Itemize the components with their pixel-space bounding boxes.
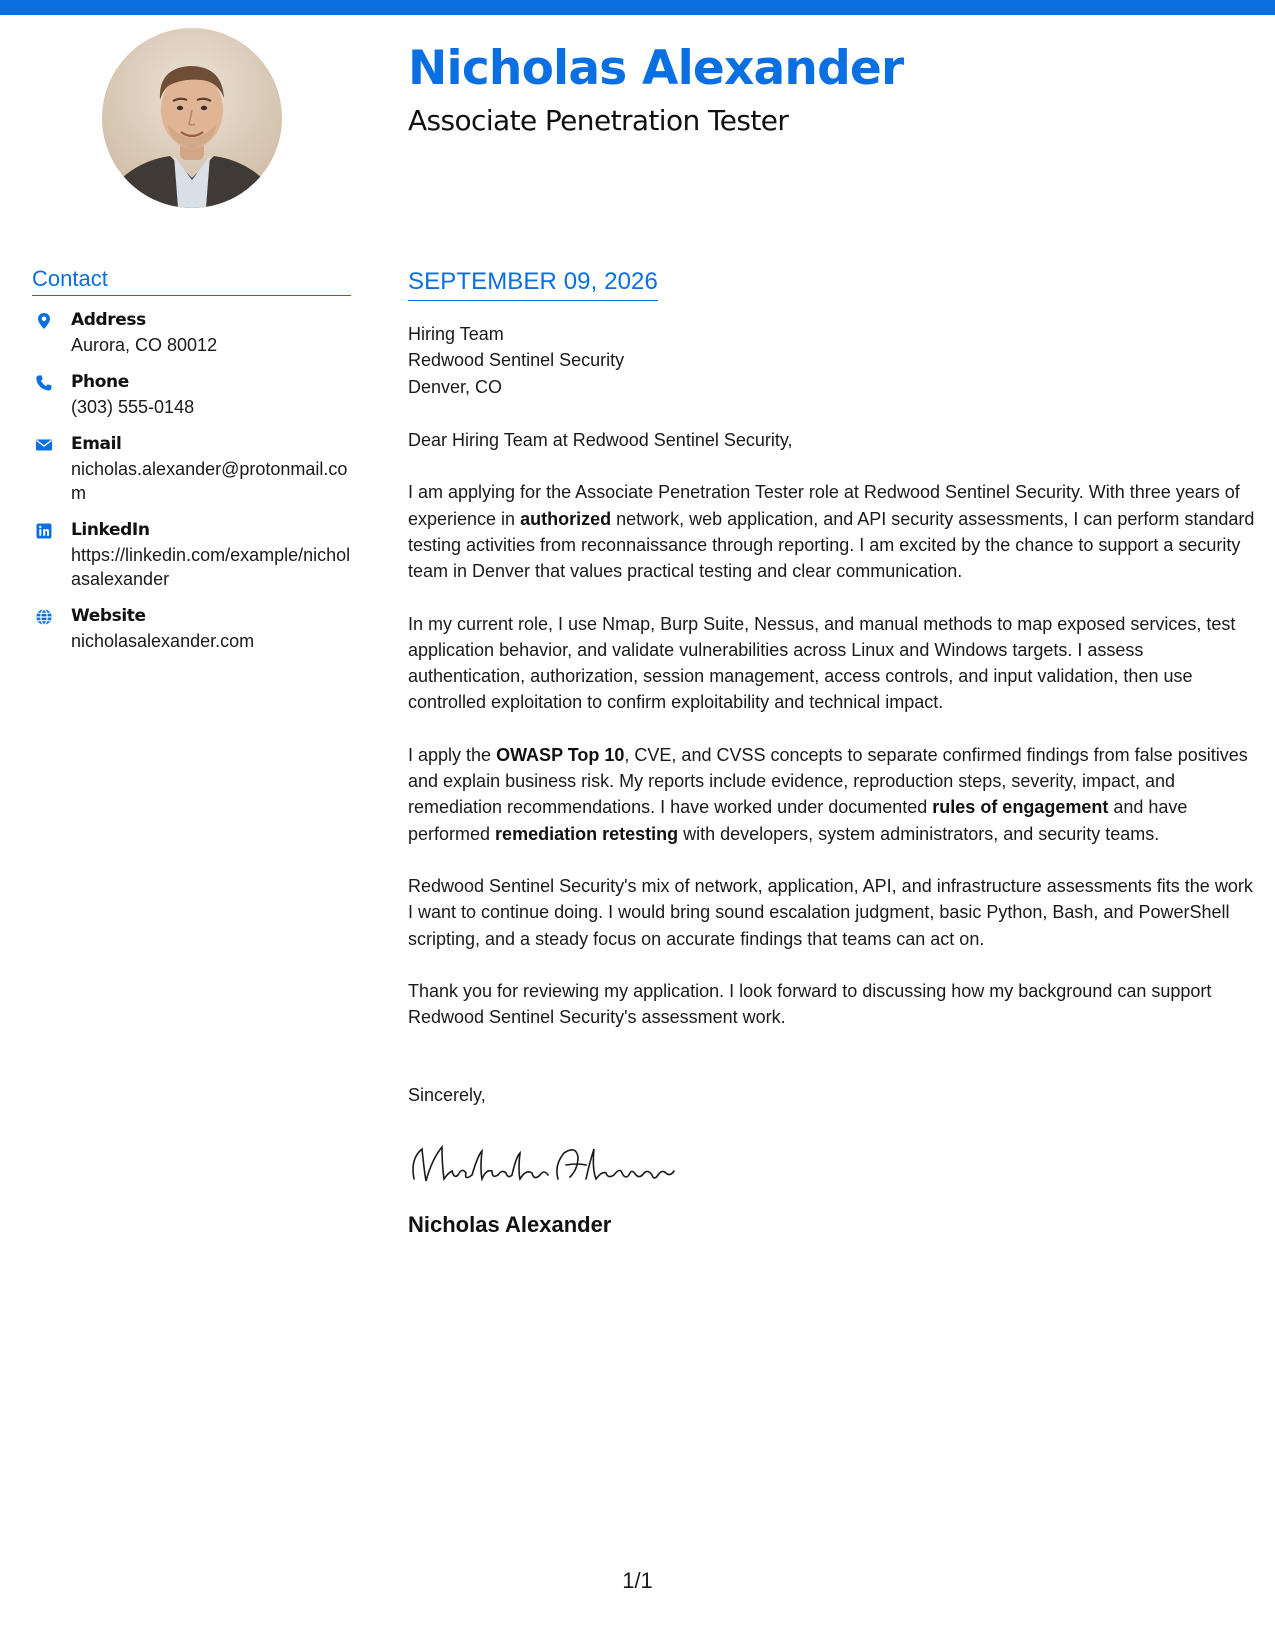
- cover-letter-body: [408, 266, 1258, 1239]
- phone-value: (303) 555-0148: [71, 397, 195, 418]
- envelope-icon: [35, 436, 53, 454]
- contact-label: LinkedIn: [71, 520, 150, 541]
- body-paragraph-5: Thank you for reviewing my application. I look forward to discussing how my background can support Redwood Sentinel Security's assessment work.: [408, 980, 1212, 1028]
- paragraph-text: , CVE, and CVSS concepts to separate confirmed findings from false positives and explain business risk. My reports include evidence, reproduction steps, severity, impact, and remediation recommendations. I have worked under documented: [408, 744, 1248, 818]
- profile-photo: [102, 28, 282, 208]
- contact-item-address: [32, 308, 351, 357]
- linkedin-icon: [35, 522, 53, 540]
- accent-top-bar: [0, 0, 1275, 15]
- emphasis-text: OWASP Top 10: [496, 744, 625, 765]
- recipient-block: [408, 321, 1258, 400]
- contact-item-phone: [32, 370, 351, 419]
- contact-list: [32, 308, 351, 653]
- candidate-name: Nicholas Alexander: [408, 41, 904, 96]
- emphasis-text: remediation retesting: [495, 823, 679, 844]
- contact-item-email: [32, 432, 351, 505]
- globe-icon: [35, 608, 53, 626]
- emphasis-text: rules of engagement: [932, 797, 1109, 818]
- email-link[interactable]: nicholas.alexander@protonmail.com: [71, 459, 348, 504]
- signer-name: Nicholas Alexander: [408, 1211, 612, 1237]
- recipient-line: Denver, CO: [408, 376, 503, 397]
- website-link[interactable]: nicholasalexander.com: [71, 631, 255, 652]
- body-paragraph-1: [408, 479, 1258, 584]
- page-number: 1/1: [622, 1568, 653, 1593]
- paragraph-text: I am applying for the Associate Penetration Tester role at Redwood Sentinel Security. With three years of experience in: [408, 482, 1240, 529]
- recipient-line: Hiring Team: [408, 324, 504, 345]
- contact-label: Email: [71, 434, 122, 455]
- phone-icon: [35, 374, 53, 392]
- handwritten-signature: [408, 1139, 676, 1191]
- emphasis-text: authorized: [520, 508, 612, 529]
- letter-date: SEPTEMBER 09, 2026: [408, 268, 658, 295]
- body-paragraph-3: [408, 742, 1258, 847]
- paragraph-text: I apply the: [408, 744, 497, 765]
- map-pin-icon: [35, 312, 53, 330]
- contact-item-website: [32, 604, 351, 653]
- portrait-image: [102, 28, 282, 208]
- linkedin-link[interactable]: https://linkedin.com/example/nicholasalexander: [71, 545, 351, 590]
- recipient-line: Redwood Sentinel Security: [408, 350, 625, 371]
- paragraph-text: and have performed: [408, 797, 1188, 844]
- contact-label: Phone: [71, 372, 129, 393]
- date-block: [408, 266, 658, 301]
- closing: Sincerely,: [408, 1085, 486, 1106]
- address-value: Aurora, CO 80012: [71, 335, 218, 356]
- contact-item-linkedin: [32, 518, 351, 591]
- contact-label: Address: [71, 310, 146, 331]
- contact-label: Website: [71, 606, 146, 627]
- body-paragraph-2: In my current role, I use Nmap, Burp Suite, Nessus, and manual methods to map exposed services, test application behavior, and validate vulnerabilities across Linux and Windows targets. I assess authentication, authorization, session management, access controls, and input validation, then use controlled exploitation to confirm exploitability and technical impact.: [408, 613, 1236, 713]
- paragraph-text: network, web application, and API security assessments, I can perform standard testing activities from reconnaissance through reporting. I am excited by the chance to support a security team in Denver that values practical testing and clear communication.: [408, 508, 1255, 582]
- contact-sidebar: [32, 266, 351, 666]
- body-paragraph-4: Redwood Sentinel Security's mix of network, application, API, and infrastructure assessments fits the work I want to continue doing. I would bring sound escalation judgment, basic Python, Bash, and PowerShell scripting, and a steady focus on accurate findings that teams can act on.: [408, 875, 1253, 949]
- salutation: Dear Hiring Team at Redwood Sentinel Security,: [408, 430, 793, 451]
- contact-heading: Contact: [32, 266, 351, 296]
- candidate-job-title: Associate Penetration Tester: [408, 104, 789, 137]
- paragraph-text: with developers, system administrators, and security teams.: [678, 823, 1160, 844]
